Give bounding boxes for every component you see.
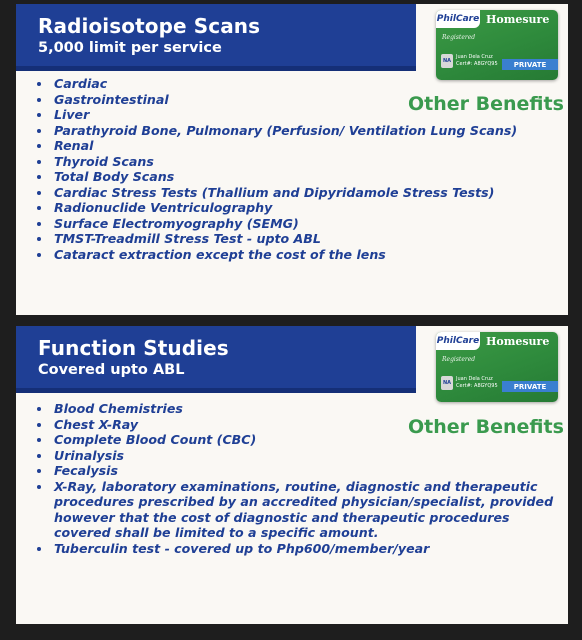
list-item: • Tuberculin test - covered up to Php600/member/year — [52, 541, 562, 557]
membership-card-image — [436, 10, 558, 80]
card-holder-cert: Cert#: A8GYQ95 — [456, 383, 498, 389]
benefit-list — [34, 401, 562, 556]
card-holder-name: Juan Dela Cruz — [456, 376, 493, 382]
list-item: • Cardiac — [52, 76, 572, 92]
card-holder — [456, 54, 498, 68]
membership-card-image — [436, 332, 558, 402]
list-item: • Chest X-Ray — [52, 417, 562, 433]
list-item: • X-Ray, laboratory examinations, routine, diagnostic and therapeutic procedures prescribed by an accredited physician/specialist, provided however that the cost of diagnostic and therapeutic procedures covered shall be limited to a specific amount. — [52, 479, 562, 541]
card-plan-badge: PRIVATE — [502, 59, 558, 70]
philcare-logo — [436, 10, 480, 28]
list-item: • Total Body Scans — [52, 169, 572, 185]
card-brand: Homesure — [486, 335, 550, 348]
list-item: • Radionuclide Ventriculography — [52, 200, 572, 216]
card-signature: Registered — [442, 356, 476, 363]
other-benefits-label: Other Benefits — [408, 416, 564, 438]
philcare-logo-text: PhilCare — [436, 14, 480, 24]
benefit-list — [34, 76, 572, 263]
slide-subtitle: Covered upto ABL — [38, 362, 185, 378]
philcare-logo — [436, 332, 480, 350]
list-item: • Cataract extraction except the cost of the lens — [52, 247, 572, 263]
card-holder — [456, 376, 498, 390]
slide-subtitle: 5,000 limit per service — [38, 40, 222, 56]
other-benefits-label: Other Benefits — [408, 93, 564, 115]
list-item: • Parathyroid Bone, Pulmonary (Perfusion/ Ventilation Lung Scans) — [52, 123, 572, 139]
card-signature: Registered — [442, 34, 476, 41]
list-item: • TMST-Treadmill Stress Test - upto ABL — [52, 231, 572, 247]
card-brand: Homesure — [486, 13, 550, 26]
slide-header — [16, 326, 416, 393]
philcare-logo-text: PhilCare — [436, 336, 480, 346]
list-item: • Urinalysis — [52, 448, 562, 464]
list-item: • Thyroid Scans — [52, 154, 572, 170]
card-plan-badge: PRIVATE — [502, 381, 558, 392]
slide-header — [16, 4, 416, 71]
list-item: • Cardiac Stress Tests (Thallium and Dipyridamole Stress Tests) — [52, 185, 572, 201]
slide-function-studies — [16, 326, 568, 624]
slide-radioisotope-scans — [16, 4, 568, 315]
list-item: • Complete Blood Count (CBC) — [52, 432, 562, 448]
slide-title: Radioisotope Scans — [38, 14, 261, 38]
list-item: • Surface Electromyography (SEMG) — [52, 216, 572, 232]
card-holder-name: Juan Dela Cruz — [456, 54, 493, 60]
card-chip-icon: NA — [441, 54, 453, 68]
list-item: • Gastrointestinal — [52, 92, 572, 108]
list-item: • Fecalysis — [52, 463, 562, 479]
slide-title: Function Studies — [38, 336, 229, 360]
list-item: • Renal — [52, 138, 572, 154]
card-chip-icon: NA — [441, 376, 453, 390]
list-item: • Blood Chemistries — [52, 401, 562, 417]
card-holder-cert: Cert#: A8GYQ95 — [456, 61, 498, 67]
list-item: • Liver — [52, 107, 572, 123]
